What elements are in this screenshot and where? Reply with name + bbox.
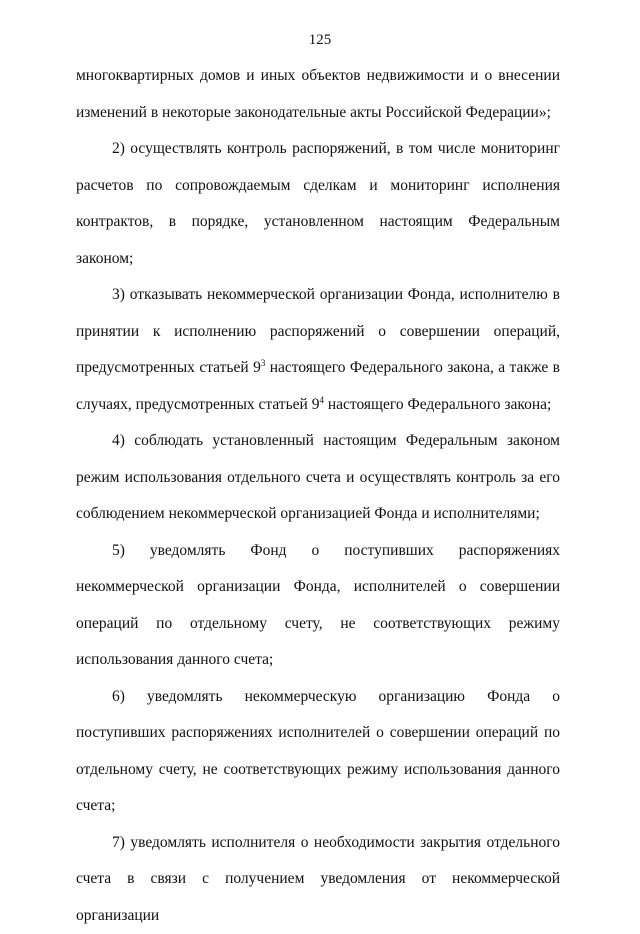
paragraph-item-3-part3: настоящего Федерального закона; (324, 396, 551, 413)
paragraph-item-3 (76, 277, 560, 423)
paragraph-item-4: 4) соблюдать установленный настоящим Федеральным законом режим использования отдельного счета и осуществлять контроль за его соблюдением некоммерческой организацией Фонда и исполнителями; (76, 423, 560, 533)
paragraph-item-6: 6) уведомлять некоммерческую организацию Фонда о поступивших распоряжениях исполнителей о совершении операций по отдельному счету, не соответствующих режиму использования данного счета; (76, 679, 560, 825)
paragraph-item-3-part1: 3) отказывать некоммерческой организации Фонда, исполнителю в принятии к исполнению распоряжений о совершении операций, предусмотренных статьей 9 (76, 286, 560, 376)
paragraph-continuation: многоквартирных домов и иных объектов недвижимости и о внесении изменений в некоторые законодательные акты Российской Федерации»; (76, 58, 560, 131)
page-number: 125 (0, 32, 640, 49)
document-body (76, 58, 560, 934)
paragraph-item-7: 7) уведомлять исполнителя о необходимости закрытия отдельного счета в связи с получением уведомления от некоммерческой организации (76, 825, 560, 934)
paragraph-item-2: 2) осуществлять контроль распоряжений, в том числе мониторинг расчетов по сопровождаемым сделкам и мониторинг исполнения контрактов, в порядке, установленном настоящим Федеральным законом; (76, 131, 560, 277)
paragraph-item-3-part2: настоящего Федерального закона, а также в случаях, предусмотренных статьей 9 (76, 359, 560, 413)
superscript-4: 4 (319, 395, 324, 405)
superscript-3: 3 (261, 358, 266, 368)
paragraph-item-5: 5) уведомлять Фонд о поступивших распоряжениях некоммерческой организации Фонда, исполнителей о совершении операций по отдельному счету, не соответствующих режиму использования данного счета; (76, 533, 560, 679)
